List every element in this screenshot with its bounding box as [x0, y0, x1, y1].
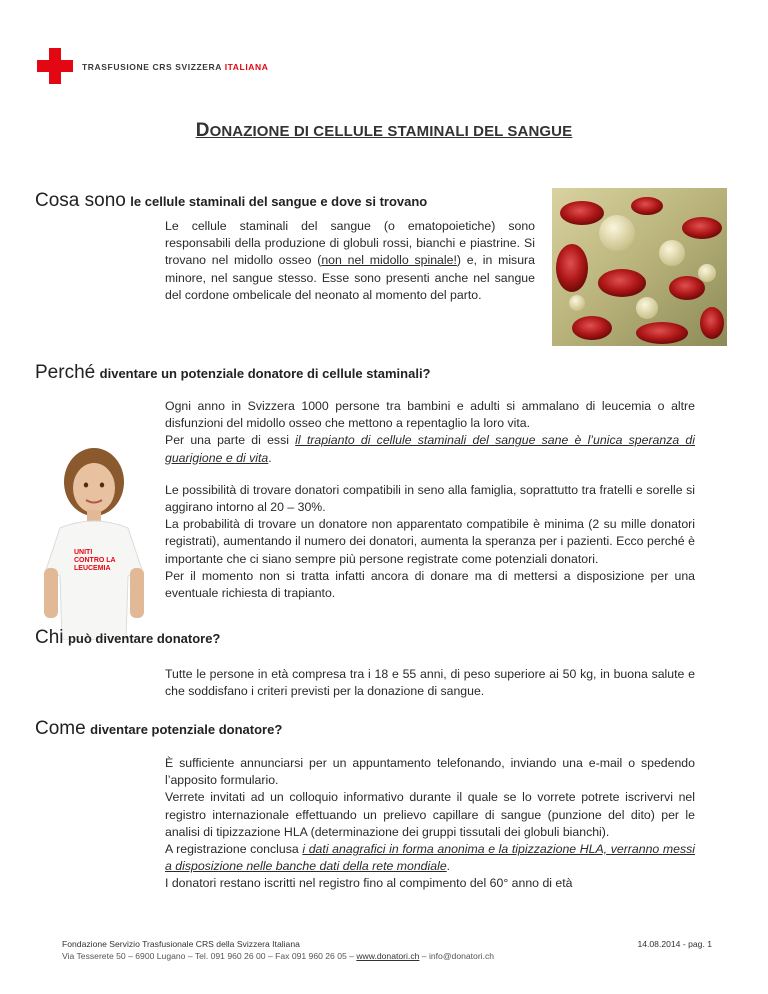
section-heading-cosa-sono: Cosa sono le cellule staminali del sangue e dove si trovano — [35, 190, 428, 211]
footer-address: Via Tesserete 50 – 6900 Lugano – Tel. 091 960 26 00 – Fax 091 960 26 05 – www.donatori.ch – info@donatori.ch — [62, 951, 495, 961]
perche-paragraph-3: Le possibilità di trovare donatori compatibili in seno alla famiglia, soprattutto tra fratelli e sorelle si aggirano intorno al 20 – 30%. — [165, 482, 695, 515]
come-paragraph-3: A registrazione conclusa i dati anagrafici in forma anonima e la tipizzazione HLA, verranno messi a disposizione nelle banche dati della rete mondiale. — [165, 842, 695, 874]
section-chi-text — [165, 666, 695, 700]
logo-text-dark: TRASFUSIONE CRS SVIZZERA — [82, 62, 222, 72]
child-tshirt-photo — [42, 440, 146, 640]
perche-paragraph-4: La probabilità di trovare un donatore non apparentato compatibile è minima (2 su mille donatori registrati), aumentando il numero dei donatori, aumenta la speranza per i pazienti. Ecco perché è importante che ci siano sempre più persone registrate come potenziali donatori. — [165, 517, 695, 566]
svg-text:CONTRO LA: CONTRO LA — [74, 557, 116, 564]
footer-date-page: 14.08.2014 - pag. 1 — [637, 939, 712, 949]
footer-website-link[interactable]: www.donatori.ch — [356, 951, 420, 961]
section-heading-perche: Perché diventare un potenziale donatore di cellule staminali? — [35, 362, 431, 383]
come-paragraph-2: Verrete invitati ad un colloquio informativo durante il quale se lo vorrete potrete iscrivervi nel registro internazionale effettuando un prelievo capillare di sangue (punzione del dito) per le analisi di tipizzazione HLA (determinazione dei gruppi tissutali dei globuli bianchi). — [165, 790, 695, 839]
section-perche-text — [165, 398, 695, 602]
come-paragraph-1: È sufficiente annunciarsi per un appuntamento telefonando, inviando una e-mail o spedendo l’apposito formulario. — [165, 756, 695, 788]
page-title: DONAZIONE DI CELLULE STAMINALI DEL SANGUE — [195, 120, 573, 141]
perche-paragraph-1: Ogni anno in Svizzera 1000 persone tra bambini e adulti si ammalano di leucemia o altre disfunzioni del midollo osseo che mettono a repentaglio la loro vita. — [165, 399, 695, 431]
blood-cells-image — [552, 188, 727, 346]
come-paragraph-4: I donatori restano iscritti nel registro fino al compimento del 60° anno di età — [165, 876, 573, 891]
section-heading-chi: Chi può diventare donatore? — [35, 627, 221, 648]
svg-text:LEUCEMIA: LEUCEMIA — [74, 565, 111, 572]
section-come-text — [165, 755, 695, 893]
svg-text:UNITI: UNITI — [74, 549, 93, 556]
perche-paragraph-2: Per una parte di essi il trapianto di cellule staminali del sangue sane è l’unica speranza di guarigione e di vita. — [165, 433, 696, 465]
chi-paragraph-1: Tutte le persone in età compresa tra i 18 e 55 anni, di peso superiore ai 50 kg, in buona salute e che soddisfano i criteri previsti per la donazione di sangue. — [165, 667, 695, 699]
section-cosa-sono-text: Le cellule staminali del sangue (o ematopoietiche) sono responsabili della produzione di globuli rossi, bianchi e piastrine. Si trovano nel midollo osseo (non nel midollo spinale!) e, in misura minore, nel sangue stesso. Esse sono presenti anche nel sangue del cordone ombelicale del neonato al momento del parto. — [165, 219, 535, 302]
footer-organization: Fondazione Servizio Trasfusionale CRS della Svizzera Italiana — [62, 939, 300, 949]
red-cross-logo-icon — [37, 48, 73, 84]
organization-logo-text — [82, 62, 269, 72]
section-heading-come: Come diventare potenziale donatore? — [35, 718, 283, 739]
logo-text-red: ITALIANA — [224, 62, 269, 72]
perche-paragraph-5: Per il momento non si tratta infatti ancora di donare ma di mettersi a disposizione per una eventuale richiesta di trapianto. — [165, 568, 695, 601]
